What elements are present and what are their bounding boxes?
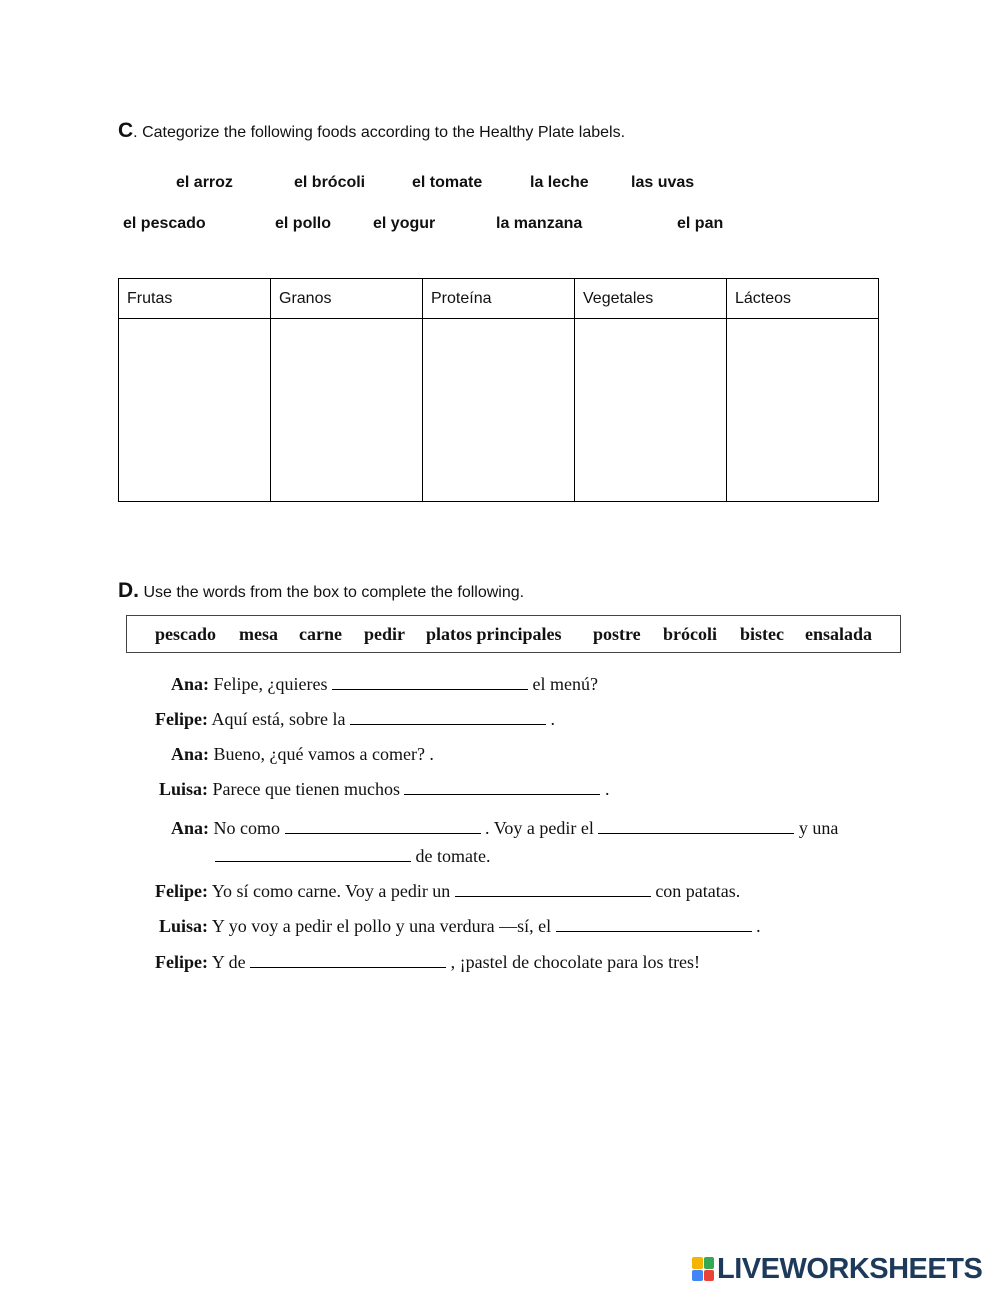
dialogue-line-continued xyxy=(215,846,490,867)
speaker-name: Felipe: xyxy=(155,709,208,729)
dialogue-line xyxy=(171,818,838,839)
column-header-granos: Granos xyxy=(271,279,423,319)
liveworksheets-icon xyxy=(692,1257,714,1281)
answer-blank[interactable] xyxy=(556,930,752,932)
answer-blank[interactable] xyxy=(404,793,600,795)
liveworksheets-logo xyxy=(692,1254,982,1284)
column-header-frutas: Frutas xyxy=(119,279,271,319)
line-text: Bueno, ¿qué vamos a comer? . xyxy=(213,744,434,764)
drop-zone-granos[interactable] xyxy=(271,319,423,502)
speaker-name: Ana: xyxy=(171,744,210,764)
line-text: . Voy a pedir el xyxy=(485,818,594,838)
food-word[interactable]: el pollo xyxy=(275,215,331,232)
speaker-name: Ana: xyxy=(171,674,210,694)
line-text: Y de xyxy=(211,952,246,972)
drop-zone-frutas[interactable] xyxy=(119,319,271,502)
food-word[interactable]: el pan xyxy=(677,215,724,232)
column-header-proteina: Proteína xyxy=(423,279,575,319)
answer-blank[interactable] xyxy=(250,966,446,968)
food-word[interactable]: el arroz xyxy=(176,174,233,191)
speaker-name: Ana: xyxy=(171,818,210,838)
line-text: de tomate. xyxy=(415,846,491,866)
speaker-name: Felipe: xyxy=(155,881,208,901)
dialogue-line xyxy=(171,744,434,765)
line-text: Felipe, ¿quieres xyxy=(213,674,328,694)
drop-zone-lacteos[interactable] xyxy=(727,319,879,502)
section-c-heading xyxy=(118,119,625,143)
speaker-name: Luisa: xyxy=(159,779,209,799)
food-word[interactable]: las uvas xyxy=(631,174,695,191)
line-text: Y yo voy a pedir el pollo y una verdura —sí, el xyxy=(211,916,552,936)
section-d-instruction: Use the words from the box to complete the following. xyxy=(143,584,525,601)
column-header-vegetales: Vegetales xyxy=(575,279,727,319)
answer-blank[interactable] xyxy=(455,895,651,897)
box-word: pescado xyxy=(155,624,217,644)
box-word: postre xyxy=(593,624,641,644)
line-text: Yo sí como carne. Voy a pedir un xyxy=(211,881,451,901)
line-text: con patatas. xyxy=(655,881,741,901)
line-text: el menú? xyxy=(532,674,598,694)
speaker-name: Luisa: xyxy=(159,916,209,936)
answer-blank[interactable] xyxy=(598,832,794,834)
categorization-table xyxy=(118,278,879,502)
drop-zone-proteina[interactable] xyxy=(423,319,575,502)
line-text: Aquí está, sobre la xyxy=(211,709,346,729)
answer-blank[interactable] xyxy=(215,860,411,862)
section-c-instruction: . Categorize the following foods according to the Healthy Plate labels. xyxy=(133,124,626,141)
box-word: pedir xyxy=(364,624,406,644)
food-word[interactable]: la manzana xyxy=(496,215,583,232)
dialogue-word-box xyxy=(126,615,901,653)
box-word: ensalada xyxy=(805,624,873,644)
dialogue-line xyxy=(155,881,740,902)
dialogue-line xyxy=(171,674,598,695)
box-word: bistec xyxy=(740,624,784,644)
section-c-letter: C xyxy=(118,119,134,142)
dialogue-line xyxy=(155,952,700,973)
logo-text: LIVEWORKSHEETS xyxy=(717,1252,983,1285)
line-text: No como xyxy=(213,818,281,838)
dialogue-line xyxy=(159,916,761,937)
line-text: Parece que tienen muchos xyxy=(212,779,400,799)
food-word[interactable]: la leche xyxy=(530,174,589,191)
speaker-name: Felipe: xyxy=(155,952,208,972)
food-word[interactable]: el yogur xyxy=(373,215,436,232)
dialogue-line xyxy=(159,779,609,800)
box-word: platos principales xyxy=(426,624,562,644)
column-header-lacteos: Lácteos xyxy=(727,279,879,319)
section-d-letter: D. xyxy=(118,579,139,602)
answer-blank[interactable] xyxy=(332,688,528,690)
food-word[interactable]: el brócoli xyxy=(294,174,366,191)
line-text: . xyxy=(604,779,610,799)
answer-blank[interactable] xyxy=(285,832,481,834)
box-word: brócoli xyxy=(663,624,717,644)
box-word: carne xyxy=(299,624,342,644)
dialogue-line xyxy=(155,709,555,730)
line-text: . xyxy=(756,916,761,936)
food-word[interactable]: el tomate xyxy=(412,174,483,191)
line-text: y una xyxy=(798,818,839,838)
section-d-heading xyxy=(118,579,524,603)
box-word: mesa xyxy=(239,624,278,644)
drop-zone-vegetales[interactable] xyxy=(575,319,727,502)
line-text: . xyxy=(550,709,555,729)
line-text: , ¡pastel de chocolate para los tres! xyxy=(450,952,701,972)
answer-blank[interactable] xyxy=(350,723,546,725)
food-word[interactable]: el pescado xyxy=(123,215,206,232)
